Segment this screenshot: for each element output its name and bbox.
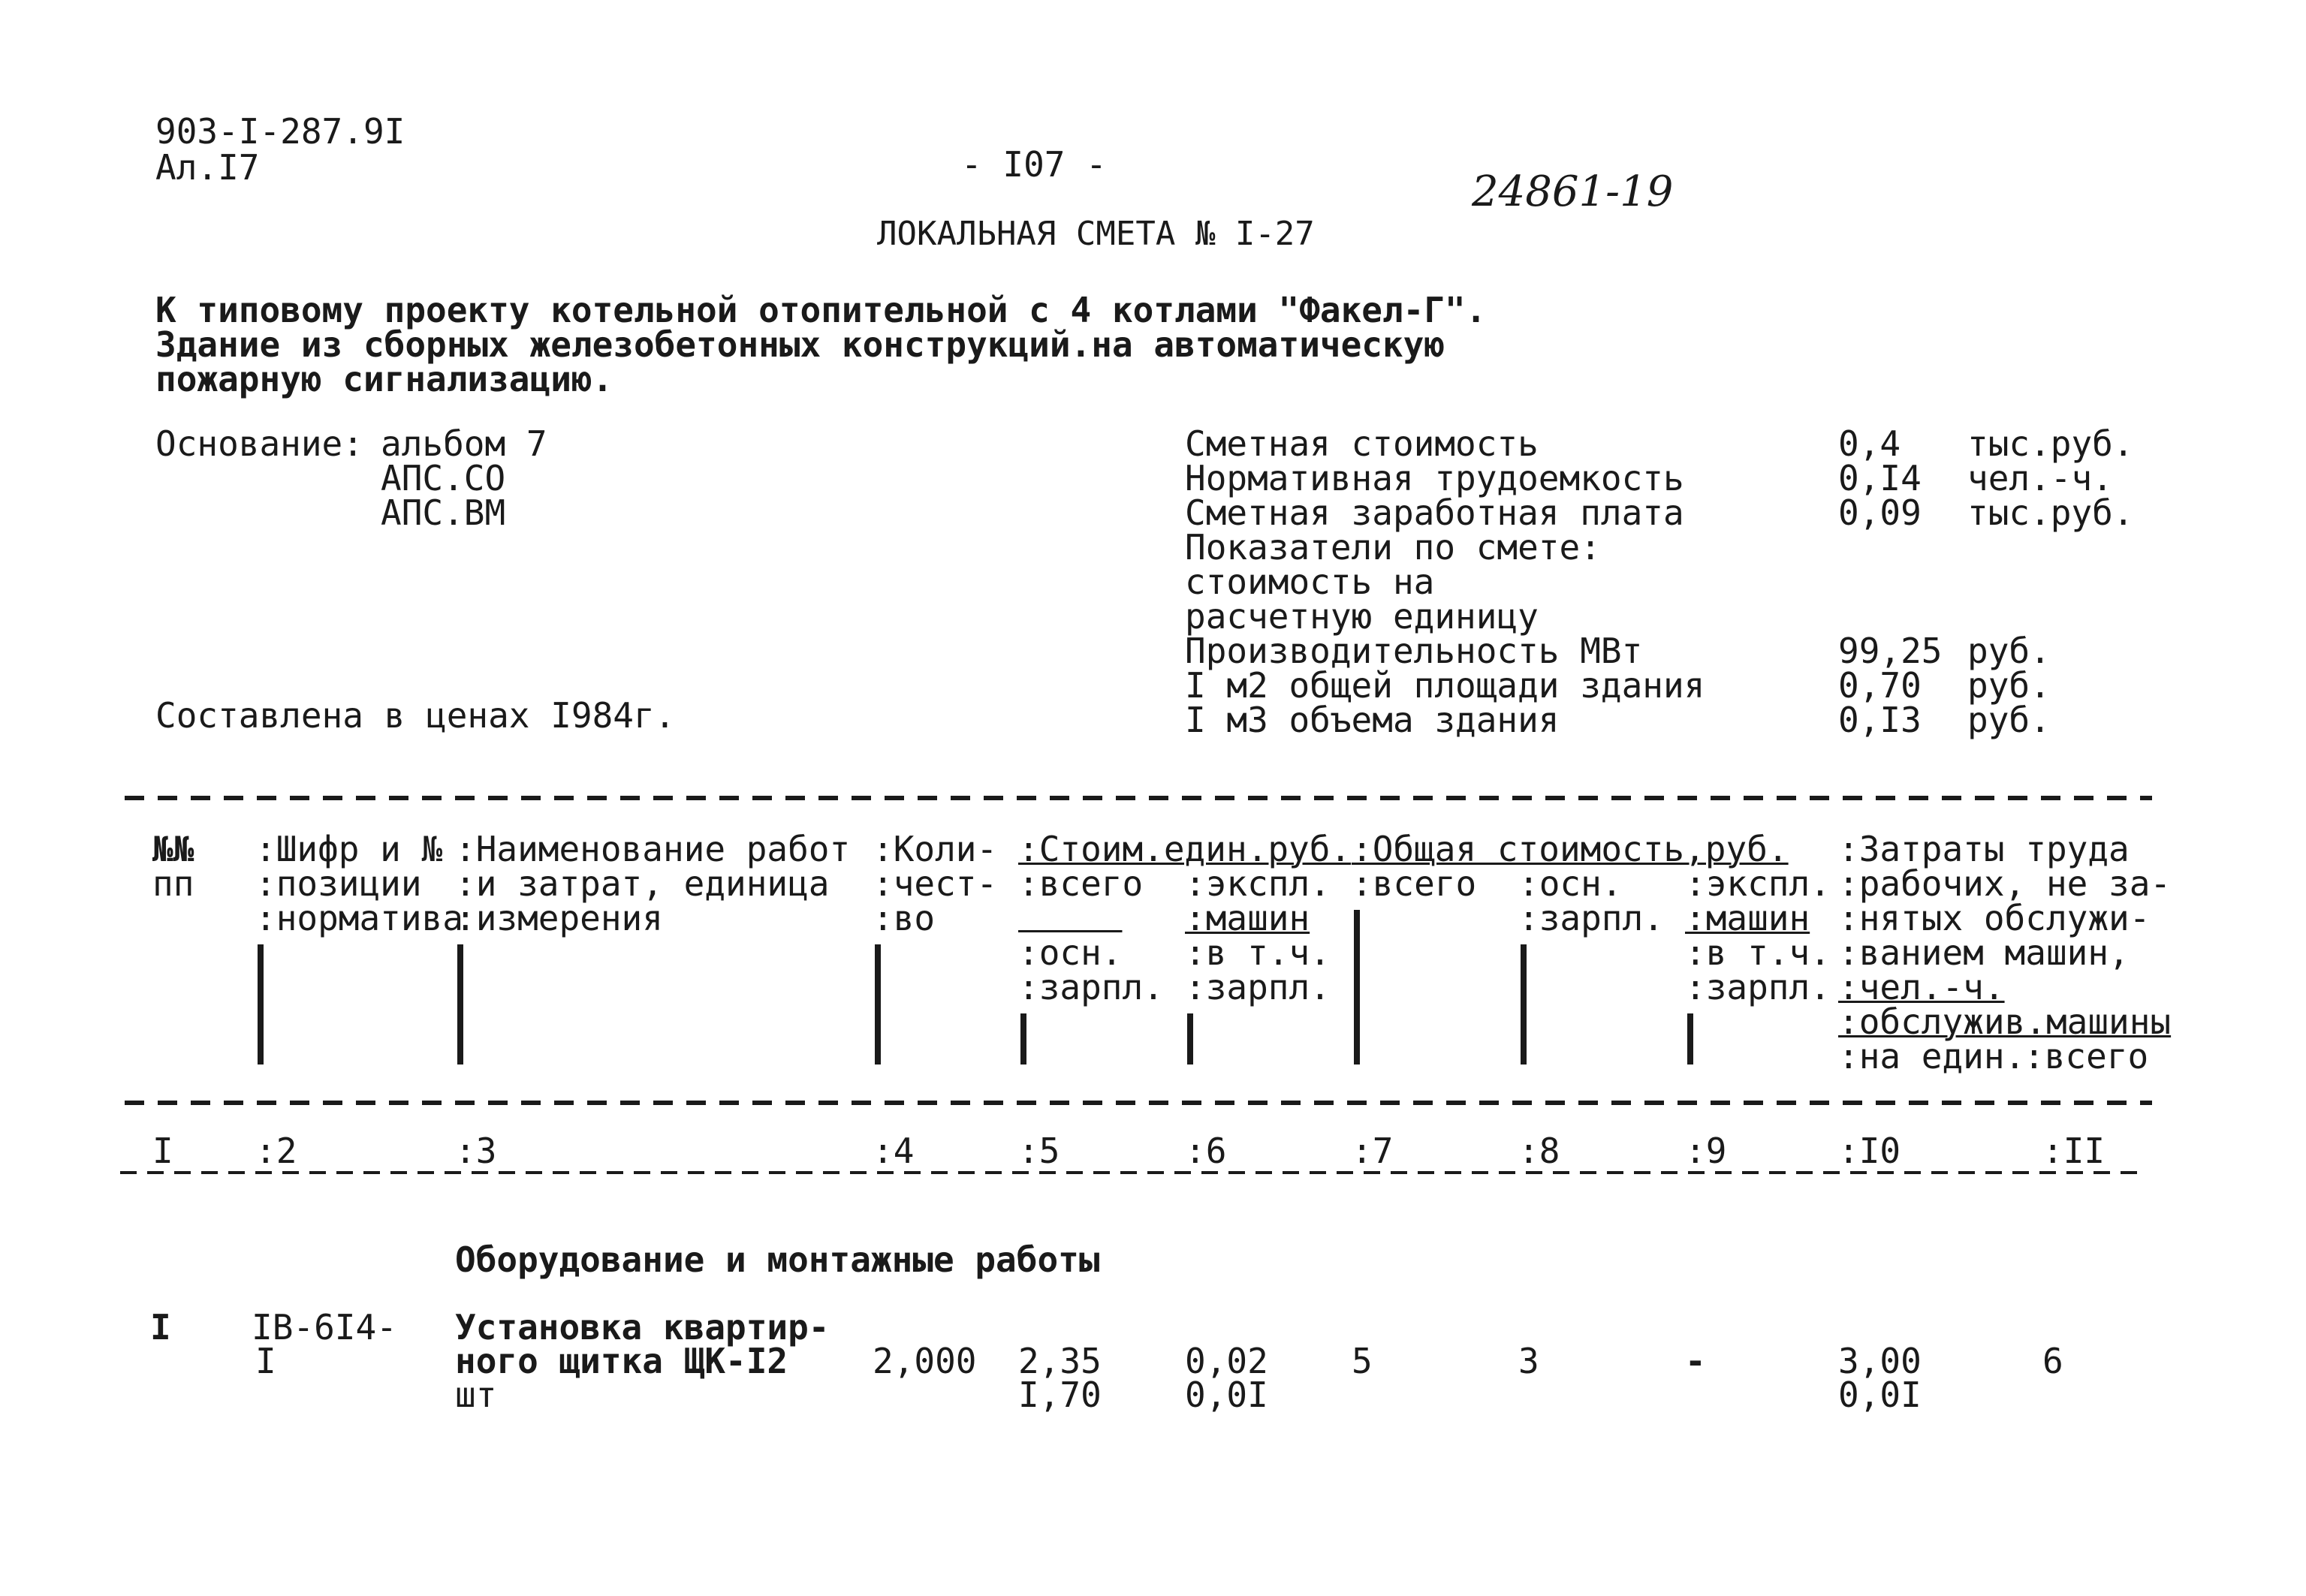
indicator-value: 0,70 xyxy=(1838,665,1922,706)
row-unit-total: 2,35 xyxy=(1018,1341,1102,1381)
section-title: Оборудование и монтажные работы xyxy=(455,1239,1100,1280)
header-col10: :нятых обслужи- xyxy=(1838,898,2151,938)
column-number: :3 xyxy=(455,1131,497,1171)
page-number: - I07 - xyxy=(961,144,1107,185)
row-unit-machines: 0,02 xyxy=(1185,1341,1268,1381)
summary-label: Сметная стоимость xyxy=(1185,423,1539,464)
summary-value: 0,09 xyxy=(1838,492,1922,533)
row-unit-machines-wages: 0,0I xyxy=(1185,1375,1268,1415)
intro-line-1: К типовому проекту котельной отопительной с 4 котлами "Факел-Г". xyxy=(155,290,1487,330)
indicators-heading: Показатели по смете: xyxy=(1185,527,1601,568)
header-col10: :рабочих, не за- xyxy=(1838,863,2172,904)
separator xyxy=(457,944,463,1065)
header-col10-sub: :на един. xyxy=(1838,1036,2026,1077)
indicator-label: Производительность МВт xyxy=(1185,631,1643,671)
column-number: :9 xyxy=(1685,1131,1727,1171)
column-number: :I0 xyxy=(1838,1131,1901,1171)
row-code: I xyxy=(255,1341,276,1381)
header-col9: :экспл. xyxy=(1685,863,1831,904)
separator xyxy=(875,944,881,1065)
header-col1: пп xyxy=(152,863,194,904)
basis-item: АПС.СО xyxy=(381,458,506,498)
separator xyxy=(258,944,264,1065)
row-total-wages: 3 xyxy=(1518,1341,1539,1381)
header-col3: :и затрат, единица xyxy=(455,863,830,904)
indicators-heading: стоимость на xyxy=(1185,562,1435,602)
indicator-label: I м3 объема здания xyxy=(1185,700,1560,740)
row-unit-wages: I,70 xyxy=(1018,1375,1102,1415)
summary-unit: тыс.руб. xyxy=(1967,492,2134,533)
header-col1: №№ xyxy=(152,829,194,869)
summary-value: 0,4 xyxy=(1838,423,1901,464)
header-col10: :чел.-ч. xyxy=(1838,967,2005,1007)
header-col4: :чест- xyxy=(873,863,998,904)
separator xyxy=(1687,1013,1693,1065)
row-number: I xyxy=(150,1307,171,1348)
column-number: :8 xyxy=(1518,1131,1560,1171)
summary-label: Сметная заработная плата xyxy=(1185,492,1684,533)
header-col6: :машин xyxy=(1185,898,1310,938)
header-col6: :экспл. xyxy=(1185,863,1331,904)
row-name: ного щитка ЩК-I2 xyxy=(455,1341,788,1381)
column-numbers-rule xyxy=(120,1171,2148,1174)
intro-line-3: пожарную сигнализацию. xyxy=(155,359,613,399)
separator xyxy=(1521,944,1527,1065)
header-col10: :Затраты труда xyxy=(1838,829,2130,869)
header-col5: :всего xyxy=(1018,863,1144,904)
header-total-cost-group: :Общая стоимость,руб. xyxy=(1352,829,1789,869)
header-col3: :измерения xyxy=(455,898,663,938)
summary-unit: тыс.руб. xyxy=(1967,423,2134,464)
row-unit: шт xyxy=(455,1375,497,1415)
header-col6: :в т.ч. xyxy=(1185,932,1331,973)
header-bottom-rule xyxy=(125,1101,2152,1105)
column-number: :II xyxy=(2042,1131,2106,1171)
indicators-heading: расчетную единицу xyxy=(1185,596,1539,637)
basis-item: АПС.ВМ xyxy=(381,492,506,533)
row-labor-total: 6 xyxy=(2042,1341,2063,1381)
summary-label: Нормативная трудоемкость xyxy=(1185,458,1684,498)
separator xyxy=(1354,910,1360,1065)
indicator-unit: руб. xyxy=(1967,700,2051,740)
header-col3: :Наименование работ xyxy=(455,829,851,869)
header-col7: :всего xyxy=(1352,863,1477,904)
row-labor-unit: 3,00 xyxy=(1838,1341,1922,1381)
prices-note: Составлена в ценах I984г. xyxy=(155,695,676,736)
indicator-value: 0,I3 xyxy=(1838,700,1922,740)
column-number: :2 xyxy=(255,1131,297,1171)
indicator-unit: руб. xyxy=(1967,665,2051,706)
header-col2: :Шифр и № xyxy=(255,829,443,869)
header-col6: :зарпл. xyxy=(1185,967,1331,1007)
header-col11-sub: :всего xyxy=(2024,1036,2149,1077)
header-col8: :зарпл. xyxy=(1518,898,1664,938)
handwritten-number: 24861-19 xyxy=(1472,167,1674,216)
indicator-unit: руб. xyxy=(1967,631,2051,671)
row-name: Установка квартир- xyxy=(455,1307,830,1348)
header-col4: :Коли- xyxy=(873,829,998,869)
column-number: :7 xyxy=(1352,1131,1394,1171)
header-col5: :осн. xyxy=(1018,932,1123,973)
header-col2: :позиции xyxy=(255,863,422,904)
column-number: :5 xyxy=(1018,1131,1060,1171)
indicator-label: I м2 общей площади здания xyxy=(1185,665,1705,706)
row-code: IВ-6I4- xyxy=(252,1307,397,1348)
summary-unit: чел.-ч. xyxy=(1967,458,2113,498)
header-col5: :зарпл. xyxy=(1018,967,1164,1007)
header-col8: :осн. xyxy=(1518,863,1623,904)
header-col4: :во xyxy=(873,898,936,938)
intro-line-2: Здание из сборных железобетонных конструкций.на автоматическую xyxy=(155,324,1445,365)
row-labor-machines: 0,0I xyxy=(1838,1375,1922,1415)
column-number: :4 xyxy=(873,1131,915,1171)
separator xyxy=(1187,1013,1193,1065)
header-unit-cost-group: :Стоим.един.руб. xyxy=(1018,829,1352,869)
row-total-machines: - xyxy=(1685,1341,1706,1381)
separator xyxy=(1020,1013,1026,1065)
header-col2: :норматива xyxy=(255,898,463,938)
column-number: :6 xyxy=(1185,1131,1227,1171)
header-col10-col11-group: :обслужив.машины xyxy=(1838,1001,2172,1042)
header-col9: :зарпл. xyxy=(1685,967,1831,1007)
doc-code: 903-I-287.9I xyxy=(155,111,405,152)
header-col9: :в т.ч. xyxy=(1685,932,1831,973)
basis-item: альбом 7 xyxy=(381,423,547,464)
indicator-value: 99,25 xyxy=(1838,631,1943,671)
page-title: ЛОКАЛЬНАЯ СМЕТА № I-27 xyxy=(877,215,1315,253)
row-quantity: 2,000 xyxy=(873,1341,977,1381)
header-col9: :машин xyxy=(1685,898,1810,938)
summary-value: 0,I4 xyxy=(1838,458,1922,498)
row-total: 5 xyxy=(1352,1341,1373,1381)
basis-label: Основание: xyxy=(155,423,363,464)
sheet-number: Ал.I7 xyxy=(155,147,260,188)
column-number: I xyxy=(152,1131,173,1171)
header-col10: :ванием машин, xyxy=(1838,932,2130,973)
